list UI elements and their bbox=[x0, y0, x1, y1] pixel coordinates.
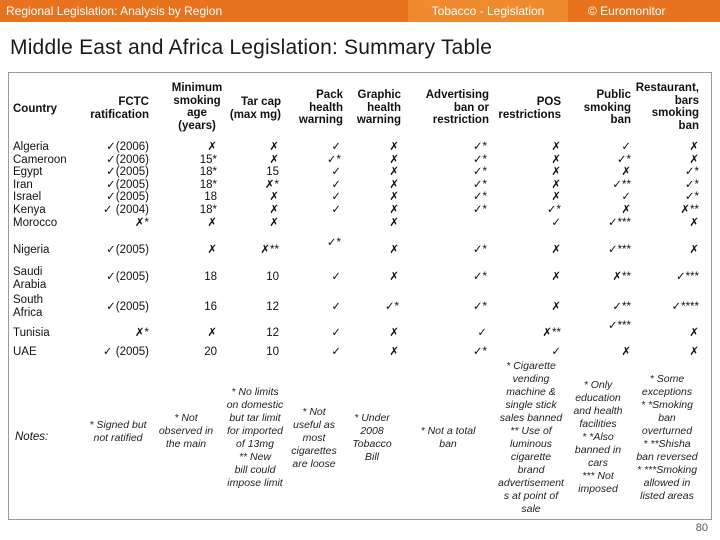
public-cell: ✗** bbox=[612, 271, 631, 283]
pos-cell: ✗ bbox=[551, 244, 561, 256]
pack-values-group: ✓ ✓* ✓ ✓ ✓ ✓ bbox=[326, 141, 341, 216]
col-header-fctc: FCTC ratification bbox=[90, 96, 149, 121]
min-age-cell: 20 bbox=[204, 346, 217, 358]
page-title: Middle East and Africa Legislation: Summary Table bbox=[10, 36, 493, 59]
note-graphic: * Under 2008 Tobacco Bill bbox=[352, 412, 392, 463]
note-advertising: * Not a total ban bbox=[420, 425, 476, 450]
min-age-cell: ✗ bbox=[207, 244, 217, 256]
fctc-cell: ✓(2005) bbox=[106, 271, 149, 283]
col-header-graphic-warning: Graphic health warning bbox=[356, 89, 401, 127]
graphic-cell: ✗ bbox=[389, 327, 399, 339]
graphic-cell: ✗ bbox=[389, 244, 399, 256]
country-cell: Nigeria bbox=[13, 244, 50, 256]
tar-values-group: ✗ ✗ 15 ✗* ✗ ✗ ✗ bbox=[264, 141, 279, 229]
note-pos: * Cigarette vending machine & single stick sales banned ** Use of luminous cigarette brand advertisement s at point of sale bbox=[498, 360, 564, 515]
fctc-cell: ✗* bbox=[134, 327, 149, 339]
col-header-tar-cap: Tar cap (max mg) bbox=[229, 96, 281, 121]
restaurant-cell: ✗ bbox=[689, 346, 699, 358]
graphic-cell: ✗ bbox=[389, 271, 399, 283]
public-cell: ✓*** bbox=[607, 320, 631, 332]
pack-cell: ✓ bbox=[331, 301, 341, 313]
tar-cell: 10 bbox=[266, 346, 279, 358]
col-header-min-age: Minimum smoking age (years) bbox=[171, 82, 223, 132]
country-cell: South Africa bbox=[13, 294, 44, 319]
graphic-cell: ✓* bbox=[384, 301, 399, 313]
adv-cell: ✓ bbox=[477, 327, 487, 339]
country-list-group: Algeria Cameroon Egypt Iran Israel Kenya Morocco bbox=[13, 141, 67, 229]
tar-cell: 12 bbox=[266, 301, 279, 313]
pack-cell: ✓ bbox=[331, 346, 341, 358]
fctc-cell: ✓(2005) bbox=[106, 244, 149, 256]
min-age-cell: 16 bbox=[204, 301, 217, 313]
restaurant-cell: ✓**** bbox=[671, 301, 699, 313]
country-cell: Tunisia bbox=[13, 327, 50, 339]
col-header-pos: POS restrictions bbox=[498, 96, 561, 121]
col-header-advertising: Advertising ban or restriction bbox=[425, 89, 489, 127]
country-cell: Saudi Arabia bbox=[13, 266, 47, 291]
adv-values-group: ✓* ✓* ✓* ✓* ✓* ✓* bbox=[472, 141, 487, 216]
copyright-label: © Euromonitor International bbox=[588, 4, 666, 40]
notes-label: Notes: bbox=[15, 431, 49, 443]
note-min-age: * Not observed in the main bbox=[158, 412, 214, 450]
col-header-public-ban: Public smoking ban bbox=[583, 89, 631, 127]
pack-cell: ✓ bbox=[331, 327, 341, 339]
adv-cell: ✓* bbox=[472, 346, 487, 358]
country-cell: UAE bbox=[13, 346, 37, 358]
adv-cell: ✓* bbox=[472, 271, 487, 283]
pos-cell: ✗ bbox=[551, 301, 561, 313]
min-age-cell: ✗ bbox=[207, 327, 217, 339]
top-banner bbox=[0, 0, 720, 40]
section-title: Regional Legislation: Analysis by Region bbox=[6, 4, 223, 18]
fctc-cell: ✓(2005) bbox=[106, 301, 149, 313]
pos-cell: ✗ bbox=[551, 271, 561, 283]
pack-cell: ✓* bbox=[326, 237, 341, 249]
restaurant-cell: ✗ bbox=[689, 327, 699, 339]
note-restaurant: * Some exceptions * *Smoking ban overturned * **Shisha ban reversed * ***Smoking allowed in listed areas bbox=[636, 373, 698, 502]
min-age-values-group: ✗ 15* 18* 18* 18 18* ✗ bbox=[199, 141, 217, 229]
adv-cell: ✓* bbox=[472, 301, 487, 313]
col-header-restaurant-ban: Restaurant, bars smoking ban bbox=[635, 82, 699, 132]
public-cell: ✗ bbox=[621, 346, 631, 358]
topic-tab: Tobacco - Legislation bbox=[408, 0, 568, 22]
fctc-cell: ✓ (2005) bbox=[102, 346, 149, 358]
note-pack: * Not useful as most cigarettes are loose bbox=[291, 406, 337, 470]
pos-cell: ✗** bbox=[542, 327, 561, 339]
tar-cell: 10 bbox=[266, 271, 279, 283]
pos-values-group: ✗ ✗ ✗ ✗ ✗ ✓* ✓ bbox=[546, 141, 561, 229]
page-number: 80 bbox=[695, 522, 708, 534]
note-public: * Only education and health facilities * *Also banned in cars *** Not imposed bbox=[573, 379, 623, 495]
note-fctc: * Signed but not ratified bbox=[89, 419, 147, 444]
restaurant-cell: ✗ bbox=[689, 244, 699, 256]
note-tar: * No limits on domestic but tar limit for imported of 13mg ** New bill could impose limit bbox=[226, 386, 284, 489]
pos-cell: ✓ bbox=[551, 346, 561, 358]
tar-cell: ✗** bbox=[260, 244, 279, 256]
pack-cell: ✓ bbox=[331, 271, 341, 283]
col-header-pack-warning: Pack health warning bbox=[298, 89, 343, 127]
fctc-values-group: ✓(2006) ✓(2006) ✓(2005) ✓(2005) ✓(2005) ✓ (2004) ✗* bbox=[102, 141, 149, 229]
restaurant-values-group: ✗ ✗ ✓* ✓* ✓* ✗** ✗ bbox=[680, 141, 699, 229]
public-values-group: ✓ ✓* ✗ ✓** ✓ ✗ ✓*** bbox=[607, 141, 631, 229]
min-age-cell: 18 bbox=[204, 271, 217, 283]
restaurant-cell: ✓*** bbox=[675, 271, 699, 283]
graphic-values-group: ✗ ✗ ✗ ✗ ✗ ✗ ✗ bbox=[389, 141, 399, 229]
public-cell: ✓** bbox=[612, 301, 631, 313]
adv-cell: ✓* bbox=[472, 244, 487, 256]
summary-table bbox=[8, 72, 712, 520]
col-header-country: Country bbox=[13, 103, 58, 115]
tar-cell: 12 bbox=[266, 327, 279, 339]
graphic-cell: ✗ bbox=[389, 346, 399, 358]
public-cell: ✓*** bbox=[607, 244, 631, 256]
